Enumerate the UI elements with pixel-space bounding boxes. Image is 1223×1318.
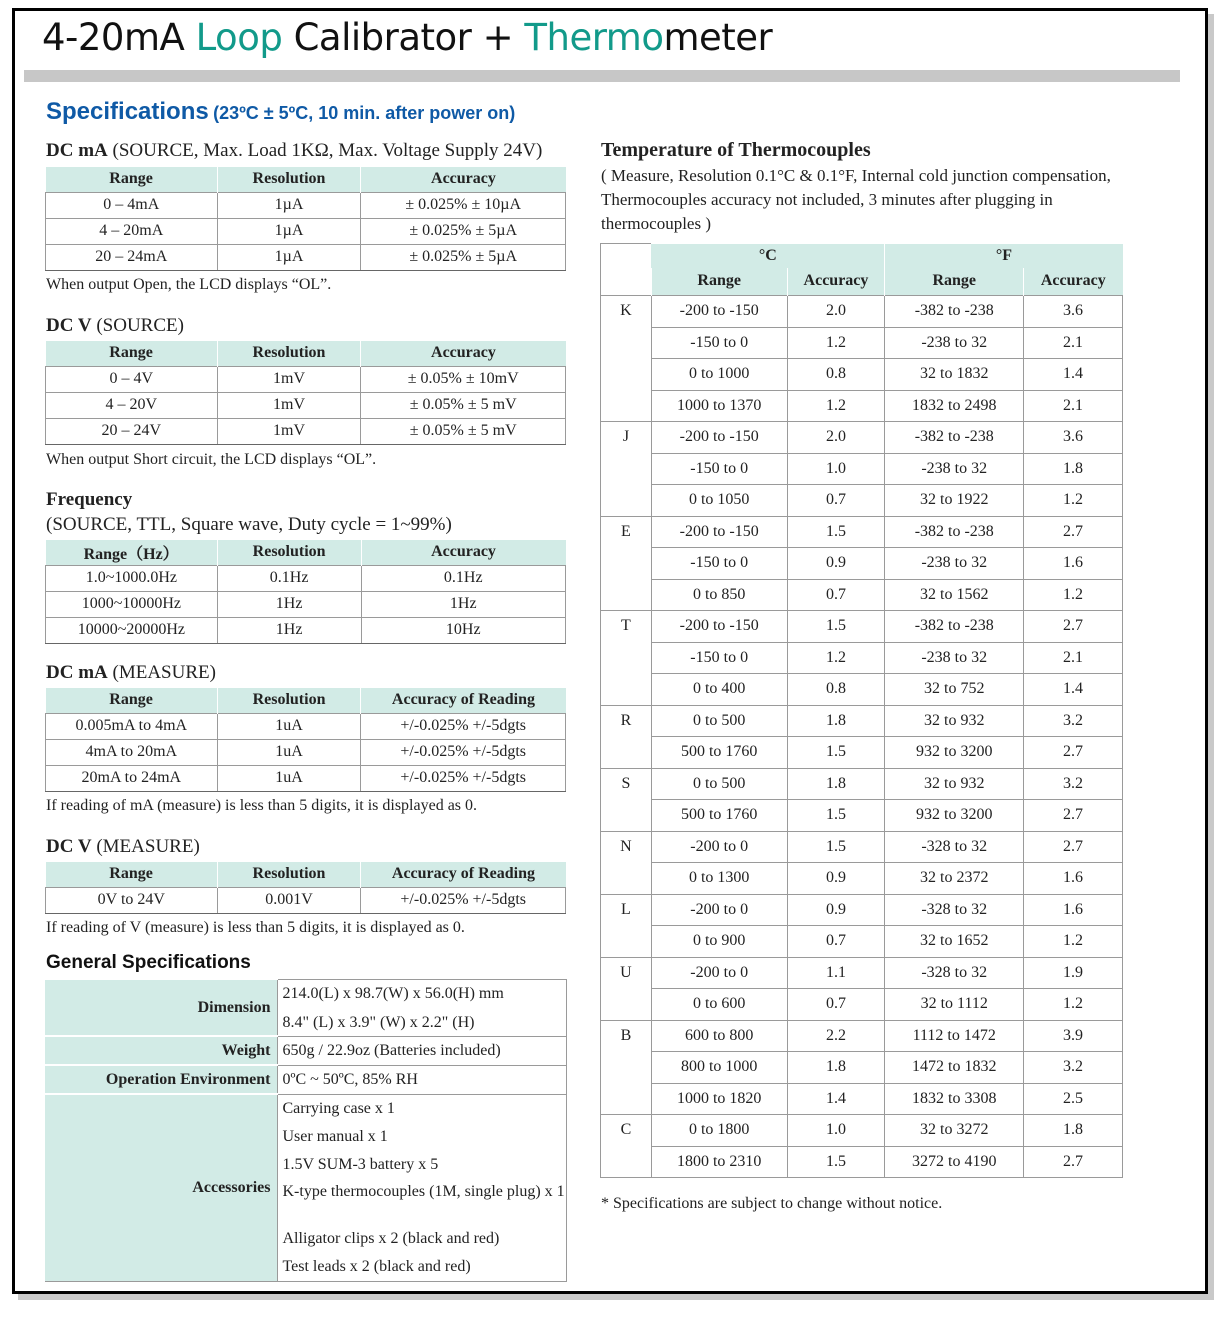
table-cell: 1.8 [787, 705, 885, 737]
accessory-item: User manual x 1 [282, 1127, 388, 1145]
table-cell: 0 to 1800 [651, 1115, 787, 1147]
thermocouple-row [601, 453, 1123, 485]
table-cell: -238 to 32 [885, 453, 1024, 485]
specifications-conditions: (23ºC ± 5ºC, 10 min. after power on) [213, 103, 516, 123]
table-cell: 2.1 [1024, 642, 1123, 674]
table-row [46, 244, 566, 270]
table-cell: 1.5 [787, 831, 885, 863]
table-cell: +/-0.025% +/-5dgts [361, 887, 566, 913]
accessories-value [277, 1094, 567, 1281]
thermocouple-row [601, 737, 1123, 769]
celsius-accuracy-header: Accuracy [787, 268, 885, 296]
thermocouple-row [601, 296, 1123, 328]
table-cell: -200 to 0 [651, 957, 787, 989]
weight-row [45, 1036, 567, 1065]
table-cell: 1.6 [1024, 894, 1123, 926]
fahrenheit-range-header: Range [885, 268, 1024, 296]
table-cell: -200 to -150 [651, 296, 787, 328]
column-header: Accuracy [361, 167, 566, 192]
title-underline-bar [24, 70, 1180, 82]
table-cell: 0.7 [787, 485, 885, 517]
thermocouple-row [601, 359, 1123, 391]
table-cell: 1.5 [787, 1146, 885, 1178]
table-cell: 1000 to 1820 [651, 1083, 787, 1115]
table-cell: 1.8 [1024, 1115, 1123, 1147]
table-cell: 1.2 [787, 642, 885, 674]
weight-value [277, 1036, 567, 1065]
table-cell: 3.9 [1024, 1020, 1123, 1052]
table-cell: 2.7 [1024, 831, 1123, 863]
thermocouple-subtitle: ( Measure, Resolution 0.1°C & 0.1°F, Internal cold junction compensation, Thermocouples accuracy not included, 3 minutes after plugging in thermocouples ) [601, 166, 1111, 233]
dc-ma-source-note: When output Open, the LCD displays “OL”. [46, 276, 332, 293]
table-cell: ± 0.025% ± 5µA [361, 218, 566, 244]
table-cell: 32 to 2372 [885, 863, 1024, 895]
table-row [46, 565, 566, 591]
table-row [46, 366, 566, 392]
table-cell: 1000~10000Hz [46, 591, 218, 617]
table-cell: ± 0.05% ± 5 mV [361, 418, 566, 444]
table-row [46, 739, 566, 765]
thermocouple-row [601, 548, 1123, 580]
table-cell: 32 to 752 [885, 674, 1024, 706]
table-cell: ± 0.05% ± 5 mV [361, 392, 566, 418]
table-cell: 0 to 1050 [651, 485, 787, 517]
table-cell: 32 to 1652 [885, 926, 1024, 958]
thermocouple-type: C [601, 1115, 652, 1178]
table-cell: -328 to 32 [885, 957, 1024, 989]
table-header-row [46, 341, 566, 366]
table-cell: -382 to -238 [885, 516, 1024, 548]
thermocouple-row [601, 390, 1123, 422]
table-cell: -328 to 32 [885, 831, 1024, 863]
thermocouple-type: S [601, 768, 652, 831]
section-title: DC V [46, 836, 92, 857]
frequency-subtitle: (SOURCE, TTL, Square wave, Duty cycle = 1~99%) [46, 514, 452, 535]
frequency-table [45, 540, 566, 644]
table-cell: 3272 to 4190 [885, 1146, 1024, 1178]
accessory-item: 1.5V SUM-3 battery x 5 [282, 1155, 439, 1173]
table-cell: ± 0.025% ± 10µA [361, 192, 566, 218]
thermocouple-row [601, 989, 1123, 1021]
fahrenheit-accuracy-header: Accuracy [1024, 268, 1123, 296]
dc-ma-measure-table [45, 688, 566, 792]
table-cell: -382 to -238 [885, 611, 1024, 643]
dc-v-measure-note: If reading of V (measure) is less than 5 digits, it is displayed as 0. [46, 919, 465, 936]
table-cell: 0.1Hz [217, 565, 361, 591]
thermocouple-row [601, 926, 1123, 958]
table-row [46, 418, 566, 444]
table-cell: 1.8 [787, 768, 885, 800]
dc-v-measure-table [45, 862, 566, 914]
table-cell: 1.9 [1024, 957, 1123, 989]
table-cell: 1Hz [217, 591, 361, 617]
environment-value [277, 1065, 567, 1094]
table-row [46, 192, 566, 218]
accessories-label: Accessories [45, 1094, 277, 1281]
table-row [46, 887, 566, 913]
table-cell: 20mA to 24mA [46, 765, 218, 791]
table-cell: 2.7 [1024, 1146, 1123, 1178]
column-header: Range [46, 688, 218, 713]
thermocouple-type: T [601, 611, 652, 706]
table-cell: -200 to -150 [651, 611, 787, 643]
thermocouple-row [601, 768, 1123, 800]
table-cell: 3.2 [1024, 768, 1123, 800]
table-cell: +/-0.025% +/-5dgts [361, 765, 566, 791]
table-cell: 1832 to 3308 [885, 1083, 1024, 1115]
table-cell: 1µA [217, 244, 361, 270]
table-row [46, 218, 566, 244]
table-cell: 1472 to 1832 [885, 1052, 1024, 1084]
table-cell: 1.8 [1024, 453, 1123, 485]
table-cell: 4 – 20V [46, 392, 218, 418]
table-cell: -382 to -238 [885, 422, 1024, 454]
thermocouple-row [601, 894, 1123, 926]
thermocouple-type: B [601, 1020, 652, 1115]
table-cell: -150 to 0 [651, 453, 787, 485]
table-cell: 2.0 [787, 422, 885, 454]
thermocouple-row [601, 957, 1123, 989]
table-cell: 32 to 1112 [885, 989, 1024, 1021]
column-header: Range [46, 862, 218, 887]
thermocouple-table [600, 243, 1123, 1178]
column-header: Range（Hz） [46, 540, 218, 565]
specifications-title: Specifications [46, 98, 209, 125]
column-header: Resolution [217, 167, 361, 192]
table-cell: 0.001V [217, 887, 361, 913]
column-header: Accuracy [361, 540, 566, 565]
accessory-item: K-type thermocouples (1M, single plug) x 1 [282, 1182, 565, 1200]
thermocouple-type: J [601, 422, 652, 517]
table-cell: 2.0 [787, 296, 885, 328]
table-cell: 32 to 3272 [885, 1115, 1024, 1147]
table-cell: 2.5 [1024, 1083, 1123, 1115]
table-row [46, 765, 566, 791]
page-title [42, 16, 772, 59]
table-cell: 0.7 [787, 579, 885, 611]
table-cell: 932 to 3200 [885, 800, 1024, 832]
table-cell: 1Hz [361, 591, 566, 617]
table-cell: 32 to 1922 [885, 485, 1024, 517]
dimension-label: Dimension [45, 979, 277, 1036]
table-cell: 0.8 [787, 674, 885, 706]
dc-v-source-table [45, 341, 566, 445]
dc-ma-measure-note: If reading of mA (measure) is less than 5 digits, it is displayed as 0. [46, 797, 478, 814]
table-cell: 1.6 [1024, 863, 1123, 895]
unit-header-row [601, 244, 1123, 268]
column-header: Range [46, 167, 218, 192]
table-cell: 1.2 [1024, 926, 1123, 958]
dc-ma-source-heading [46, 140, 542, 162]
table-header-row [46, 540, 566, 565]
table-cell: 1uA [217, 739, 361, 765]
title-part-loop: Loop [195, 16, 283, 59]
column-header: Accuracy of Reading [361, 688, 566, 713]
table-cell: 2.7 [1024, 516, 1123, 548]
table-cell: 2.7 [1024, 611, 1123, 643]
thermocouple-row [601, 422, 1123, 454]
table-cell: 0 – 4V [46, 366, 218, 392]
table-row [46, 392, 566, 418]
table-cell: 1mV [217, 418, 361, 444]
table-cell: -200 to -150 [651, 516, 787, 548]
column-header: Resolution [217, 862, 361, 887]
environment-label: Operation Environment [45, 1065, 277, 1094]
accessory-item: Carrying case x 1 [282, 1099, 395, 1117]
frequency-heading [46, 489, 132, 511]
section-title: DC V [46, 315, 92, 336]
accessory-item: Alligator clips x 2 (black and red) [282, 1229, 500, 1247]
celsius-header: °C [651, 244, 885, 268]
table-cell: 2.7 [1024, 737, 1123, 769]
thermocouple-row [601, 705, 1123, 737]
table-cell: 0 to 500 [651, 705, 787, 737]
table-cell: 1mV [217, 366, 361, 392]
table-cell: -328 to 32 [885, 894, 1024, 926]
table-cell: 1uA [217, 765, 361, 791]
table-cell: 10Hz [361, 617, 566, 643]
table-cell: -382 to -238 [885, 296, 1024, 328]
table-cell: 32 to 1562 [885, 579, 1024, 611]
section-title: DC mA [46, 662, 108, 683]
thermocouple-row [601, 611, 1123, 643]
table-cell: ± 0.025% ± 5µA [361, 244, 566, 270]
footnote: * Specifications are subject to change without notice. [601, 1195, 943, 1212]
table-cell: -150 to 0 [651, 642, 787, 674]
table-cell: 0.005mA to 4mA [46, 713, 218, 739]
thermocouple-type: R [601, 705, 652, 768]
table-cell: 4 – 20mA [46, 218, 218, 244]
table-cell: -238 to 32 [885, 642, 1024, 674]
table-cell: 0V to 24V [46, 887, 218, 913]
thermocouple-row [601, 1146, 1123, 1178]
title-part-thermo: Thermo [524, 16, 664, 59]
table-row [46, 713, 566, 739]
column-header: Range [46, 341, 218, 366]
thermocouple-row [601, 579, 1123, 611]
thermocouple-row [601, 1020, 1123, 1052]
table-cell: -200 to 0 [651, 894, 787, 926]
thermocouple-row [601, 642, 1123, 674]
table-header-row [46, 688, 566, 713]
thermocouple-type: U [601, 957, 652, 1020]
table-row [46, 617, 566, 643]
title-part-3: Calibrator + [282, 16, 525, 59]
column-header-row [601, 268, 1123, 296]
table-cell: 2.1 [1024, 327, 1123, 359]
table-cell: 1mV [217, 392, 361, 418]
dimension-imperial: 8.4" (L) x 3.9" (W) x 2.2" (H) [278, 1008, 567, 1036]
table-cell: 0.7 [787, 989, 885, 1021]
table-cell: 1.0 [787, 1115, 885, 1147]
table-cell: -150 to 0 [651, 548, 787, 580]
table-cell: 32 to 1832 [885, 359, 1024, 391]
table-header-row [46, 167, 566, 192]
table-cell: 0.9 [787, 863, 885, 895]
table-cell: 1.1 [787, 957, 885, 989]
table-cell: 0 to 600 [651, 989, 787, 1021]
type-header-blank [601, 244, 652, 296]
table-cell: 3.6 [1024, 296, 1123, 328]
table-cell: 20 – 24V [46, 418, 218, 444]
dc-v-source-note: When output Short circuit, the LCD displays “OL”. [46, 451, 377, 468]
column-header: Resolution [217, 341, 361, 366]
table-cell: 20 – 24mA [46, 244, 218, 270]
section-subtitle: (SOURCE) [96, 315, 184, 336]
dimension-metric: 214.0(L) x 98.7(W) x 56.0(H) mm [282, 984, 504, 1002]
title-part-1: 4-20mA [42, 16, 196, 59]
weight-label: Weight [45, 1036, 277, 1065]
table-cell: 1.4 [1024, 359, 1123, 391]
table-cell: 1.2 [1024, 485, 1123, 517]
table-cell: 1112 to 1472 [885, 1020, 1024, 1052]
thermocouple-type: N [601, 831, 652, 894]
environment-text: 0ºC ~ 50ºC, 85% RH [282, 1070, 418, 1088]
table-cell: 1.0 [787, 453, 885, 485]
table-cell: 1.8 [787, 1052, 885, 1084]
table-cell: 1.0~1000.0Hz [46, 565, 218, 591]
thermocouple-type: L [601, 894, 652, 957]
table-header-row [46, 862, 566, 887]
table-cell: 0 to 400 [651, 674, 787, 706]
column-header: Accuracy of Reading [361, 862, 566, 887]
thermocouple-heading: Temperature of Thermocouples [601, 139, 871, 161]
thermocouple-row [601, 674, 1123, 706]
table-cell: ± 0.05% ± 10mV [361, 366, 566, 392]
section-subtitle: (SOURCE, Max. Load 1KΩ, Max. Voltage Supply 24V) [112, 140, 543, 161]
table-cell: 0 to 900 [651, 926, 787, 958]
table-cell: 1µA [217, 192, 361, 218]
thermocouple-row [601, 485, 1123, 517]
thermocouple-row [601, 863, 1123, 895]
accessory-item: Test leads x 2 (black and red) [282, 1257, 471, 1275]
table-row [46, 591, 566, 617]
weight-text: 650g / 22.9oz (Batteries included) [282, 1041, 501, 1059]
thermocouple-row [601, 831, 1123, 863]
table-cell: 3.2 [1024, 705, 1123, 737]
thermocouple-type: K [601, 296, 652, 422]
thermocouple-row [601, 800, 1123, 832]
table-cell: 2.1 [1024, 390, 1123, 422]
table-cell: 600 to 800 [651, 1020, 787, 1052]
table-cell: 1.4 [1024, 674, 1123, 706]
table-cell: 1.4 [787, 1083, 885, 1115]
section-title: DC mA [46, 140, 108, 161]
table-cell: 1.5 [787, 611, 885, 643]
specifications-heading [46, 98, 515, 126]
table-cell: 1uA [217, 713, 361, 739]
table-cell: 1.5 [787, 737, 885, 769]
column-header: Resolution [217, 540, 361, 565]
thermocouple-type: E [601, 516, 652, 611]
table-cell: 1832 to 2498 [885, 390, 1024, 422]
dc-v-measure-heading [46, 836, 200, 858]
table-cell: -200 to 0 [651, 831, 787, 863]
table-cell: -238 to 32 [885, 327, 1024, 359]
fahrenheit-header: °F [885, 244, 1123, 268]
table-cell: 1.6 [1024, 548, 1123, 580]
table-cell: 0 to 1300 [651, 863, 787, 895]
title-part-5: meter [663, 16, 773, 59]
general-specifications-table [45, 978, 567, 1282]
table-cell: 0.8 [787, 359, 885, 391]
table-cell: 0 to 500 [651, 768, 787, 800]
table-cell: 2.2 [787, 1020, 885, 1052]
table-cell: 1.2 [787, 327, 885, 359]
table-cell: 1.2 [1024, 579, 1123, 611]
thermocouple-row [601, 327, 1123, 359]
section-subtitle: (MEASURE) [96, 836, 200, 857]
table-cell: 1.5 [787, 800, 885, 832]
table-cell: 0.7 [787, 926, 885, 958]
table-cell: 1Hz [217, 617, 361, 643]
table-cell: -200 to -150 [651, 422, 787, 454]
table-cell: 0.9 [787, 894, 885, 926]
general-specifications-heading: General Specifications [46, 952, 251, 973]
table-cell: 800 to 1000 [651, 1052, 787, 1084]
thermocouple-row [601, 1083, 1123, 1115]
dc-ma-measure-heading [46, 662, 216, 684]
dimension-row [45, 979, 567, 1036]
dimension-value [277, 979, 567, 1036]
table-cell: 3.6 [1024, 422, 1123, 454]
table-cell: 1.2 [787, 390, 885, 422]
thermocouple-row [601, 516, 1123, 548]
table-cell: 0 to 1000 [651, 359, 787, 391]
accessories-row [45, 1094, 567, 1281]
table-cell: 1800 to 2310 [651, 1146, 787, 1178]
column-header: Accuracy [361, 341, 566, 366]
frame-shadow-bottom [18, 1294, 1214, 1300]
table-cell: +/-0.025% +/-5dgts [361, 739, 566, 765]
table-cell: 0.1Hz [361, 565, 566, 591]
table-cell: 1000 to 1370 [651, 390, 787, 422]
celsius-range-header: Range [651, 268, 787, 296]
thermocouple-row [601, 1052, 1123, 1084]
table-cell: 500 to 1760 [651, 737, 787, 769]
table-cell: -238 to 32 [885, 548, 1024, 580]
table-cell: 0 to 850 [651, 579, 787, 611]
section-subtitle: (MEASURE) [112, 662, 216, 683]
table-cell: 2.7 [1024, 800, 1123, 832]
table-cell: 3.2 [1024, 1052, 1123, 1084]
table-cell: 10000~20000Hz [46, 617, 218, 643]
table-cell: 0 – 4mA [46, 192, 218, 218]
table-cell: 1.2 [1024, 989, 1123, 1021]
table-cell: 0.9 [787, 548, 885, 580]
table-cell: +/-0.025% +/-5dgts [361, 713, 566, 739]
dc-v-source-heading [46, 315, 184, 337]
thermocouple-row [601, 1115, 1123, 1147]
table-cell: 32 to 932 [885, 768, 1024, 800]
table-cell: 32 to 932 [885, 705, 1024, 737]
section-title: Frequency [46, 489, 133, 510]
table-cell: 932 to 3200 [885, 737, 1024, 769]
table-cell: 4mA to 20mA [46, 739, 218, 765]
environment-row [45, 1065, 567, 1094]
table-cell: 1µA [217, 218, 361, 244]
dc-ma-source-table [45, 167, 566, 271]
table-cell: 1.5 [787, 516, 885, 548]
column-header: Resolution [217, 688, 361, 713]
table-cell: -150 to 0 [651, 327, 787, 359]
frame-shadow-right [1208, 14, 1214, 1300]
table-cell: 500 to 1760 [651, 800, 787, 832]
